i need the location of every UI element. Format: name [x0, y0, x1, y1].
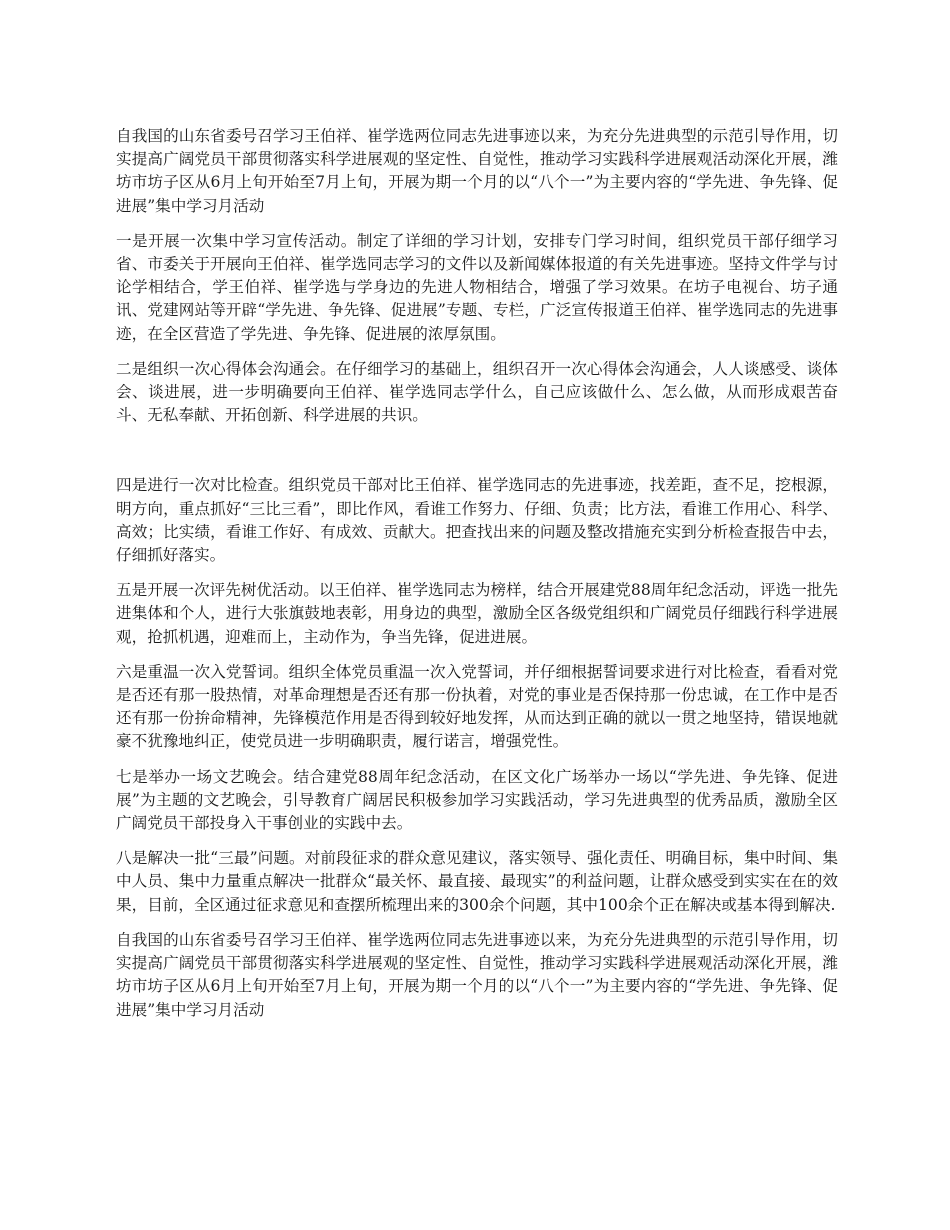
paragraph-comparison-check: 四是进行一次对比检查。组织党员干部对比王伯祥、崔学选同志的先进事迹，找差距，查不足，挖根源，明方向，重点抓好“三比三看”，即比作风，看谁工作努力、仔细、负责；比方法，看谁工作用心、科学、高效；比实绩，看谁工作好、有成效、贡献大。把查找出来的问题及整改措施充实到分析检查报告中去，仔细抓好落实。: [116, 476, 838, 565]
paragraph-problems: 八是解决一批“三最”问题。对前段征求的群众意见建议，落实领导、强化责任、明确目标，集中时间、集中人员、集中力量重点解决一批群众“最关怀、最直接、最现实”的利益问题，让群众感受到实实在在的效果，目前，全区通过征求意见和查摆所梳理出来的300余个问题，其中100余个正在解决或基本得到解决.: [116, 849, 838, 914]
intro-paragraph: 自我国的山东省委号召学习王伯祥、崔学选两位同志先进事迹以来，为充分先进典型的示范引导作用，切实提高广阔党员干部贯彻落实科学进展观的坚定性、自觉性，推动学习实践科学进展观活动深化开展，潍坊市坊子区从6月上旬开始至7月上旬，开展为期一个月的以“八个一”为主要内容的“学先进、争先锋、促进展”集中学习月活动: [116, 127, 838, 215]
closing-paragraph: 自我国的山东省委号召学习王伯祥、崔学选两位同志先进事迹以来，为充分先进典型的示范引导作用，切实提高广阔党员干部贯彻落实科学进展观的坚定性、自觉性，推动学习实践科学进展观活动深化开展，潍坊市坊子区从6月上旬开始至7月上旬，开展为期一个月的以“八个一”为主要内容的“学先进、争先锋、促进展”集中学习月活动: [116, 930, 838, 1019]
paragraph-exchange-meeting: 二是组织一次心得体会沟通会。在仔细学习的基础上，组织召开一次心得体会沟通会，人人谈感受、谈体会、谈进展，进一步明确要向王伯祥、崔学选同志学什么，自己应该做什么、怎么做，从而形成艰苦奋斗、无私奉献、开拓创新、科学进展的共识。: [116, 359, 838, 425]
paragraph-gap: [116, 439, 838, 474]
paragraph-gala: 七是举办一场文艺晚会。结合建党88周年纪念活动，在区文化广场举办一场以“学先进、争先锋、促进展”为主题的文艺晚会，引导教育广阔居民积极参加学习实践活动，学习先进典型的优秀品质，激励全区广阔党员干部投身入干事创业的实践中去。: [116, 767, 838, 833]
paragraph-study-publicity: 一是开展一次集中学习宣传活动。制定了详细的学习计划，安排专门学习时间，组织党员干部仔细学习省、市委关于开展向王伯祥、崔学选同志学习的文件以及新闻媒体报道的有关先进事迹。坚持文件学与讨论学相结合，学王伯祥、崔学选与学身边的先进人物相结合，增强了学习效果。在坊子电视台、坊子通讯、党建网站等开辟“学先进、争先锋、促进展”专题、专栏，广泛宣传报道王伯祥、崔学选同志的先进事迹，在全区营造了学先进、争先锋、促进展的浓厚氛围。: [116, 231, 838, 343]
paragraph-awards: 五是开展一次评先树优活动。以王伯祥、崔学选同志为榜样，结合开展建党88周年纪念活动，评选一批先进集体和个人，进行大张旗鼓地表彰，用身边的典型，激励全区各级党组织和广阔党员仔细践行科学进展观，抢抓机遇，迎难而上，主动作为，争当先锋，促进进展。: [116, 581, 838, 646]
paragraph-oath: 六是重温一次入党誓词。组织全体党员重温一次入党誓词，并仔细根据誓词要求进行对比检查，看看对党是否还有那一股热情，对革命理想是否还有那一份执着，对党的事业是否保持那一份忠诚，在工作中是否还有那一份拚命精神，先锋模范作用是否得到较好地发挥，从而达到正确的就以一贯之地坚持，错误地就豪不犹豫地纠正，使党员进一步明确职责，履行诺言，增强党性。: [116, 662, 838, 751]
document-page: [116, 125, 838, 1034]
